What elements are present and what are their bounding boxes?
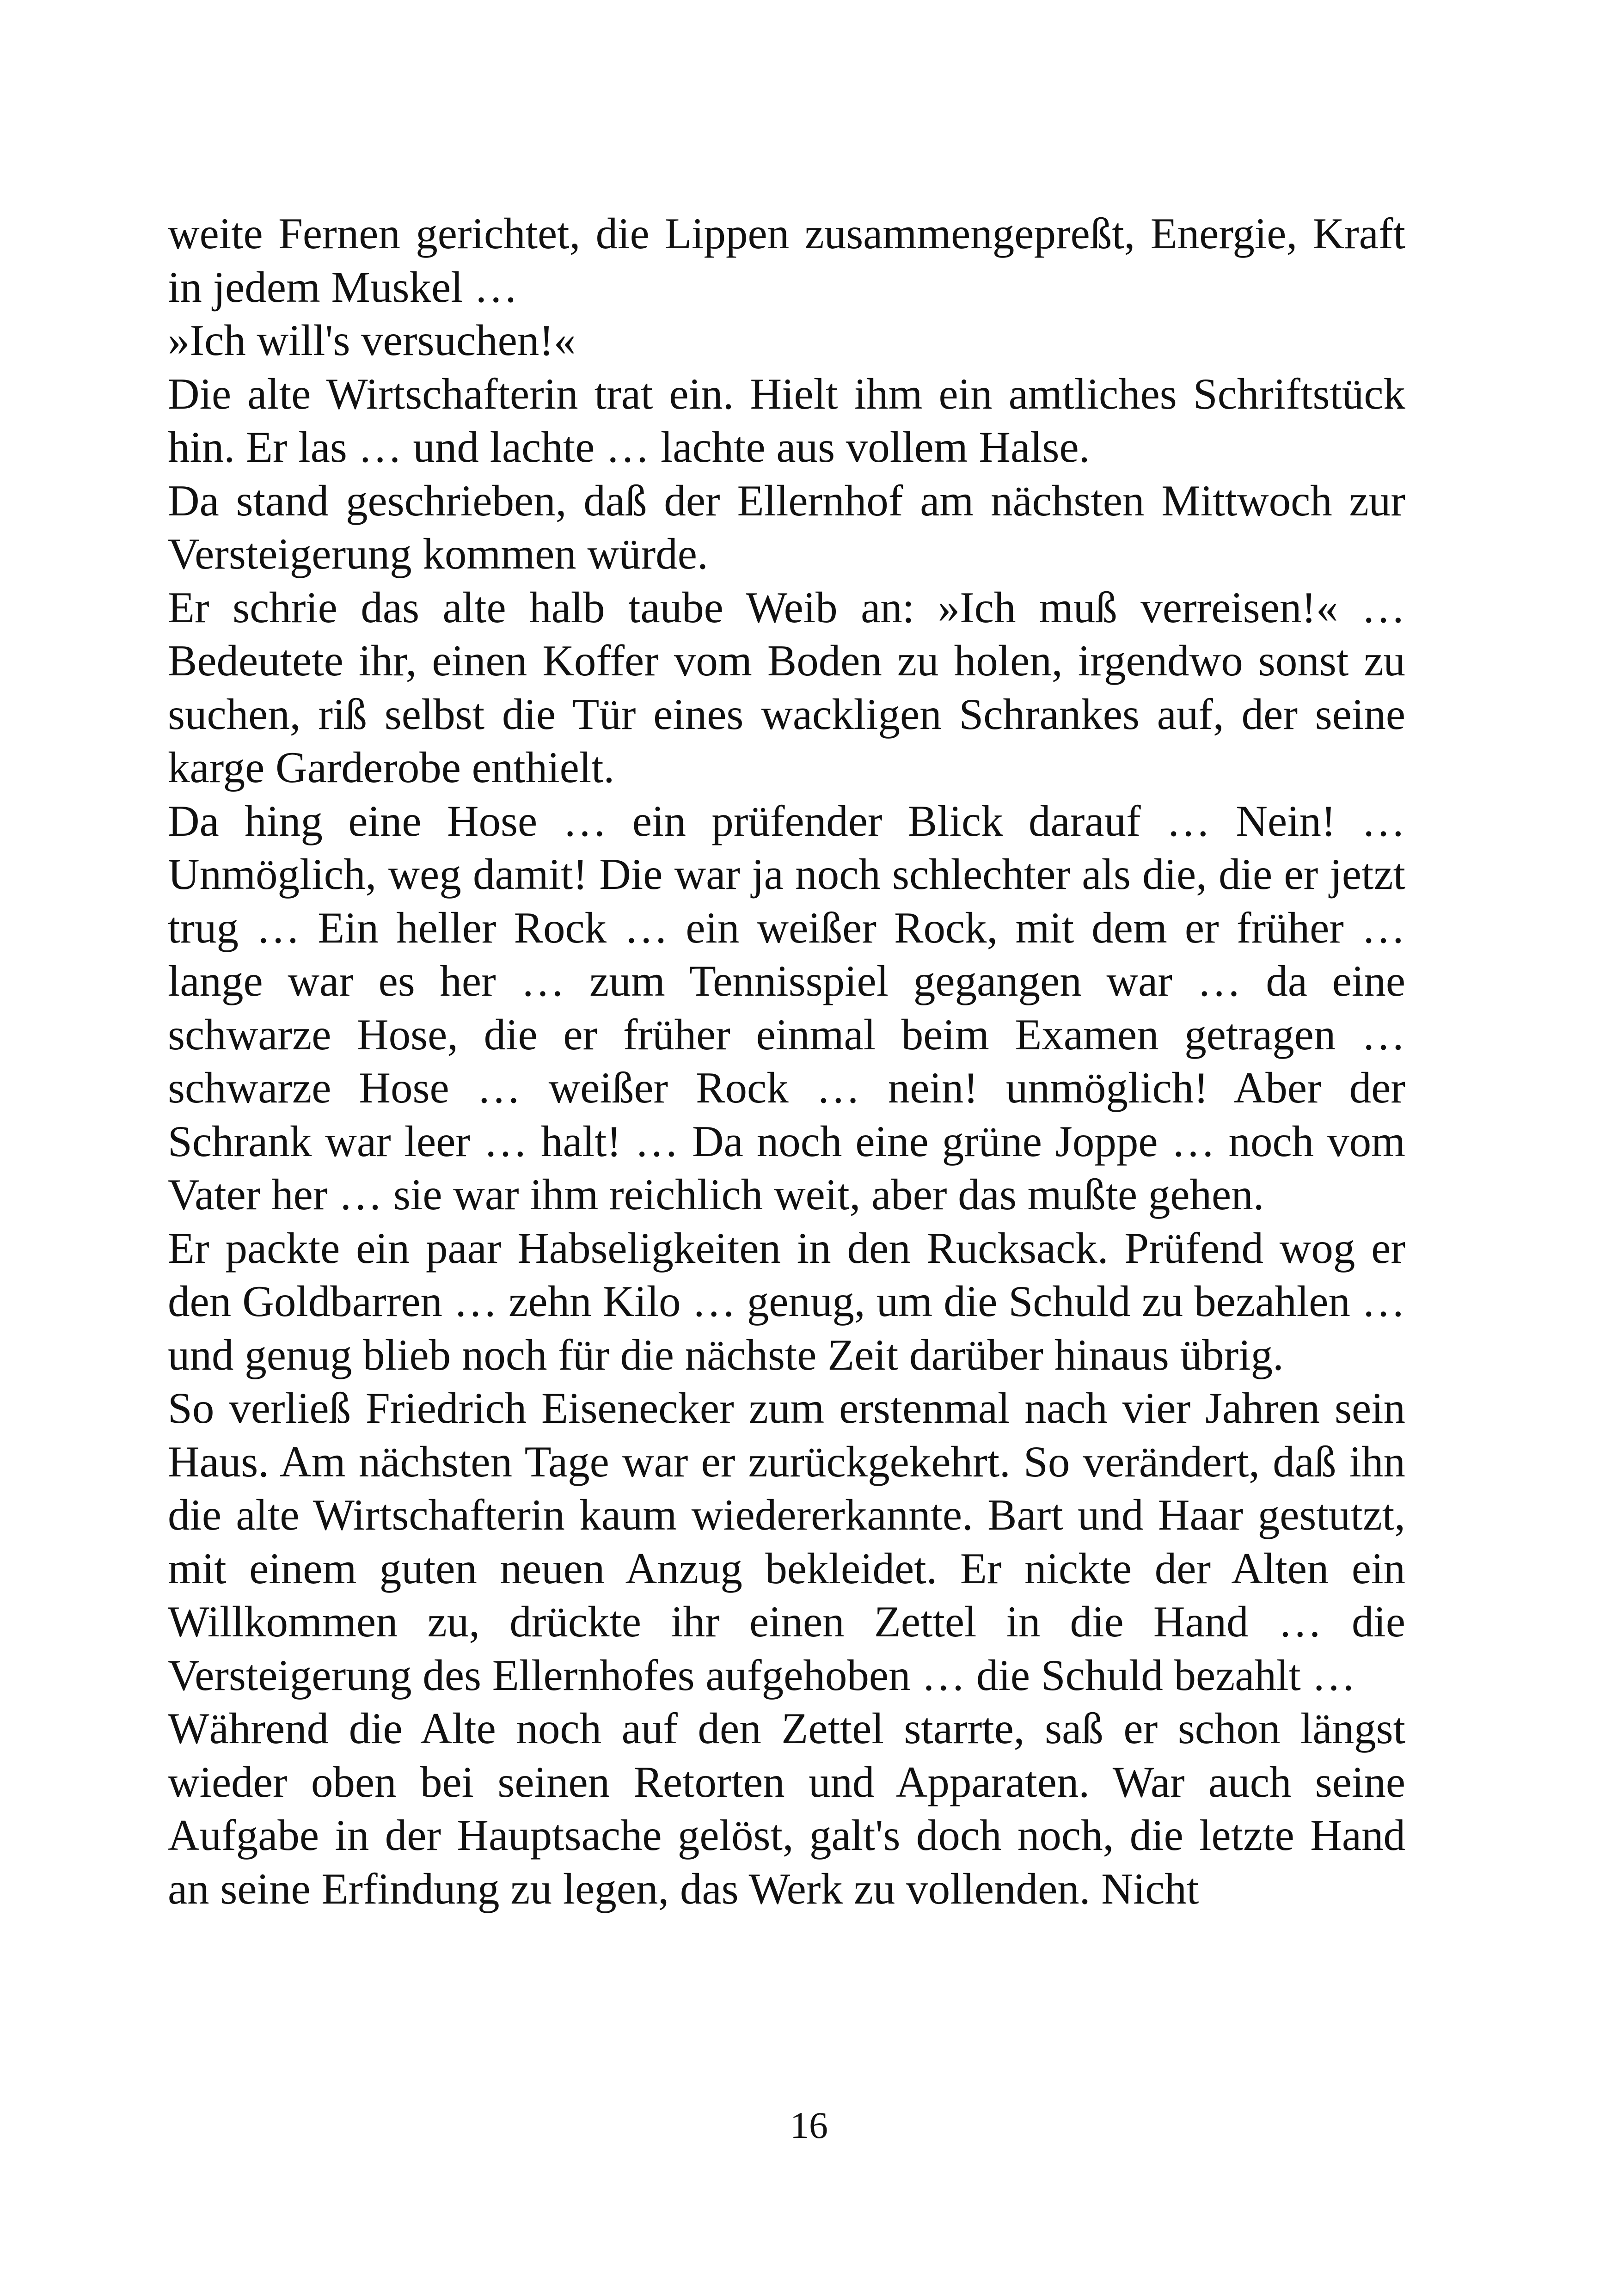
page-number: 16: [790, 2104, 828, 2146]
paragraph: Er packte ein paar Habseligkeiten in den Rucksack. Prüfend wog er den Goldbarren … zehn Kilo … genug, um die Schuld zu bezahlen … und genug blieb noch für die nächste Zeit darüber hinaus übrig.: [168, 1223, 1405, 1379]
paragraph: Da stand geschrieben, daß der Ellernhof am nächsten Mittwoch zur Versteigerung kommen würde.: [168, 476, 1405, 578]
body-text: [168, 207, 1405, 1916]
paragraph: Da hing eine Hose … ein prüfender Blick darauf … Nein! … Unmöglich, weg damit! Die war ja noch schlechter als die, die er jetzt trug … Ein heller Rock … ein weißer Rock, mit dem er früher … lange war es her … zum Tennisspiel gegangen war … da eine schwarze Hose, die er früher einmal beim Examen getragen … schwarze Hose … weißer Rock … nein! unmöglich! Aber der Schrank war leer … halt! … Da noch eine grüne Joppe … noch vom Vater her … sie war ihm reichlich weit, aber das mußte gehen.: [168, 796, 1405, 1219]
paragraph: »Ich will's versuchen!«: [168, 316, 576, 365]
paragraph: Während die Alte noch auf den Zettel starrte, saß er schon längst wieder oben bei seinen Retorten und Apparaten. War auch seine Aufgabe in der Hauptsache gelöst, galt's doch noch, die letzte Hand an seine Erfindung zu legen, das Werk zu vollenden. Nicht: [168, 1704, 1405, 1913]
paragraph: So verließ Friedrich Eisenecker zum erstenmal nach vier Jahren sein Haus. Am nächsten Tage war er zurückgekehrt. So verändert, daß ihn die alte Wirtschafterin kaum wiedererkannte. Bart und Haar gestutzt, mit einem guten neuen Anzug bekleidet. Er nickte der Alten ein Willkommen zu, drückte ihr einen Zettel in die Hand … die Versteigerung des Ellernhofes aufgehoben … die Schuld bezahlt …: [168, 1384, 1405, 1700]
paragraph: Er schrie das alte halb taube Weib an: »Ich muß verreisen!« … Bedeutete ihr, einen Koffer vom Boden zu holen, irgendwo sonst zu suchen, riß selbst die Tür eines wackligen Schrankes auf, der seine karge Garderobe enthielt.: [168, 582, 1405, 792]
paragraph: weite Fernen gerichtet, die Lippen zusammengepreßt, Energie, Kraft in jedem Muskel …: [168, 209, 1405, 312]
paragraph: Die alte Wirtschafterin trat ein. Hielt ihm ein amtliches Schriftstück hin. Er las … und lachte … lachte aus vollem Halse.: [168, 369, 1405, 471]
